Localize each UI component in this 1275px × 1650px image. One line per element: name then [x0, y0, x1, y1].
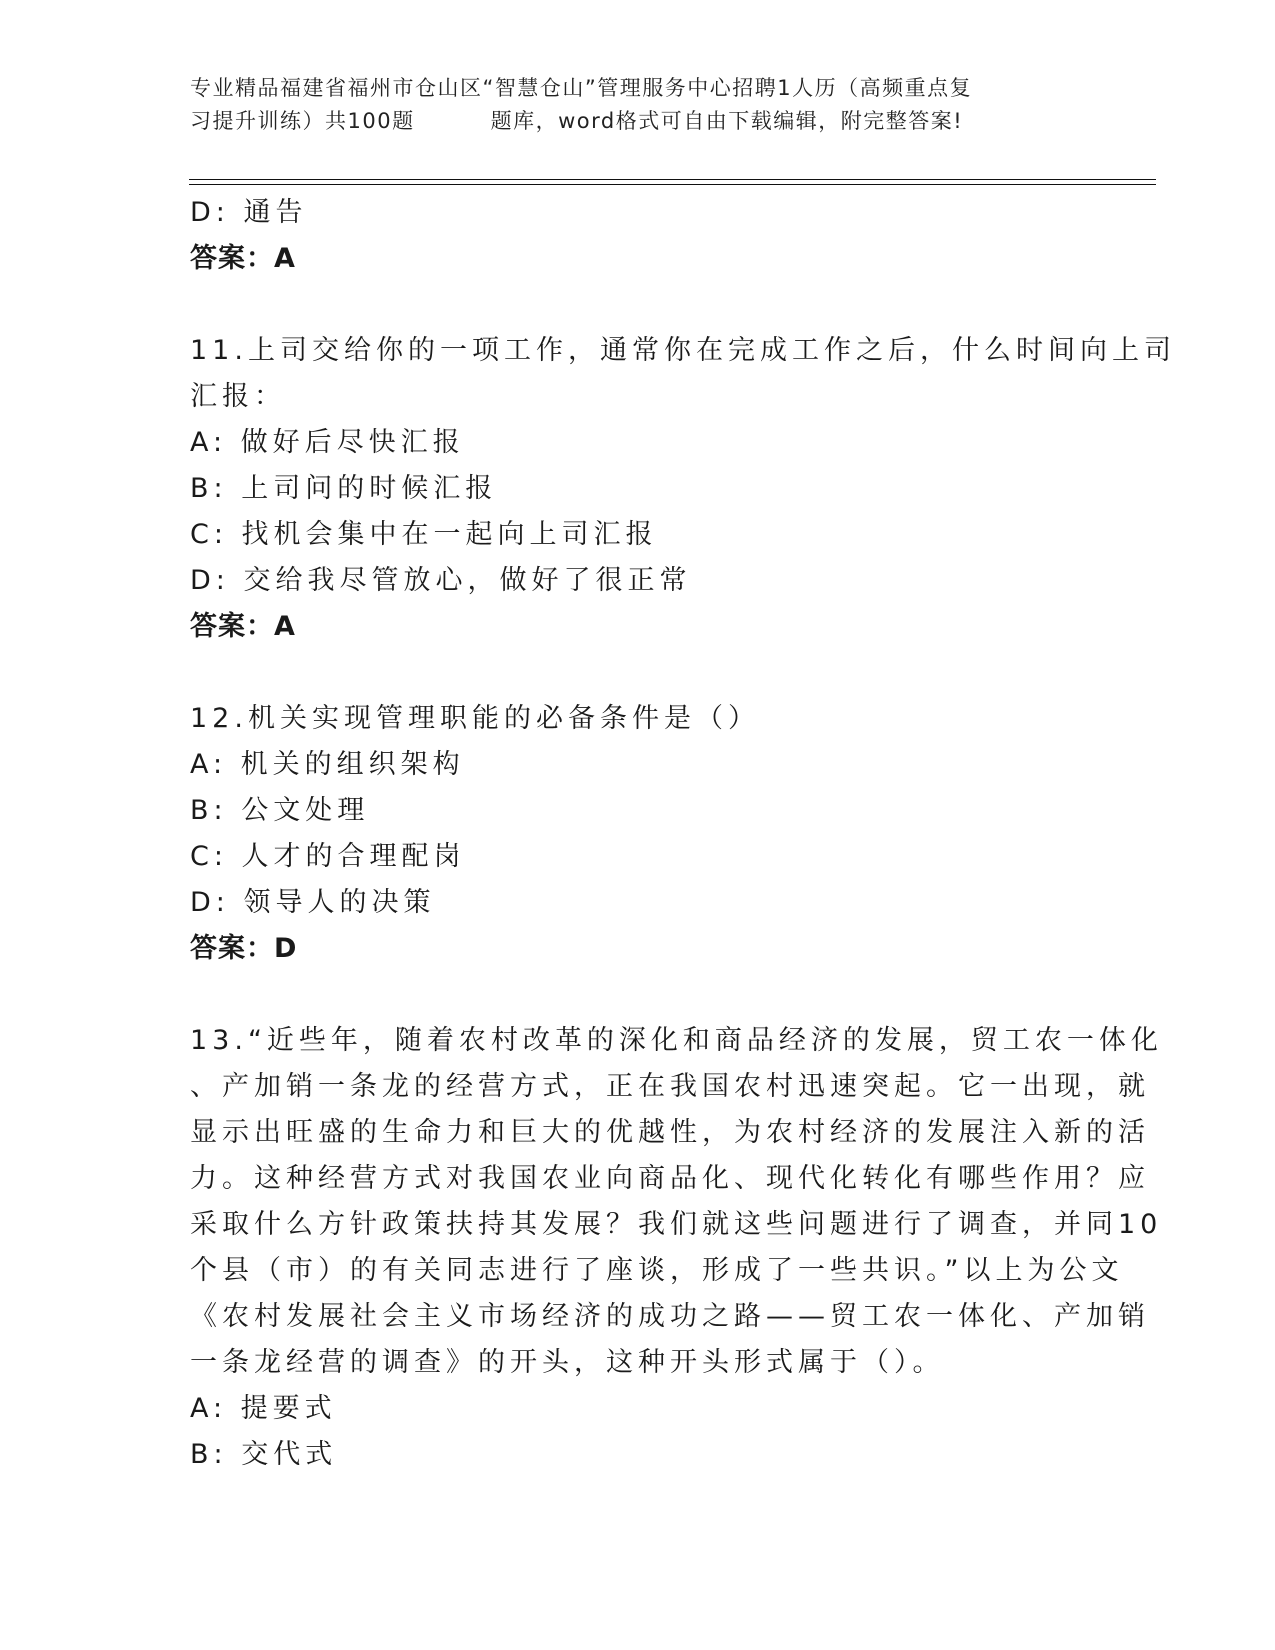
question-text-line: 12.机关实现管理职能的必备条件是（） [190, 703, 760, 734]
question-block [190, 696, 1090, 972]
question-text-line: 个县（市）的有关同志进行了座谈，形成了一些共识。”以上为公文 [190, 1255, 1124, 1286]
option-line: D: 通告 [190, 197, 308, 228]
question-text-line: 13.“近些年，随着农村改革的深化和商品经济的发展，贸工农一体化 [190, 1025, 1163, 1056]
header-divider-bottom [189, 184, 1156, 185]
answer-line: 答案：A [190, 611, 296, 642]
answer-line: 答案：D [190, 933, 298, 964]
question-block [190, 328, 1176, 650]
page-header [190, 72, 1090, 138]
option-c: C: 找机会集中在一起向上司汇报 [190, 519, 658, 550]
header-divider-top [189, 179, 1156, 180]
header-line-2-left: 习提升训练）共100题 [190, 109, 415, 133]
option-d: D: 交给我尽管放心，做好了很正常 [190, 565, 692, 596]
header-line-1: 专业精品福建省福州市仓山区“智慧仓山”管理服务中心招聘1人历（高频重点复 [190, 76, 973, 100]
question-text-line: 采取什么方针政策扶持其发展？我们就这些问题进行了调查，并同10 [190, 1209, 1163, 1240]
option-c: C: 人才的合理配岗 [190, 841, 466, 872]
option-a: A: 提要式 [190, 1393, 337, 1424]
option-b: B: 上司问的时候汇报 [190, 473, 498, 504]
header-line-2 [190, 105, 1090, 138]
question-text-line: 、产加销一条龙的经营方式，正在我国农村迅速突起。它一出现，就 [190, 1071, 1150, 1102]
document-body [190, 190, 1176, 1478]
header-line-2-right: 题库，word格式可自由下载编辑，附完整答案! [490, 109, 964, 133]
option-b: B: 公文处理 [190, 795, 370, 826]
question-text-line: 显示出旺盛的生命力和巨大的优越性，为农村经济的发展注入新的活 [190, 1117, 1150, 1148]
answer-line: 答案：A [190, 243, 296, 274]
question-text-line: 11.上司交给你的一项工作，通常你在完成工作之后，什么时间向上司 [190, 335, 1176, 366]
question-block [190, 1018, 1163, 1478]
question-text-line: 一条龙经营的调查》的开头，这种开头形式属于（）。 [190, 1347, 945, 1378]
option-a: A: 机关的组织架构 [190, 749, 465, 780]
question-text-line: 《农村发展社会主义市场经济的成功之路——贸工农一体化、产加销 [190, 1301, 1150, 1332]
question-text-line: 汇报： [190, 381, 286, 412]
option-b: B: 交代式 [190, 1439, 338, 1470]
option-d: D: 领导人的决策 [190, 887, 436, 918]
option-a: A: 做好后尽快汇报 [190, 427, 465, 458]
question-text-line: 力。这种经营方式对我国农业向商品化、现代化转化有哪些作用？应 [190, 1163, 1150, 1194]
